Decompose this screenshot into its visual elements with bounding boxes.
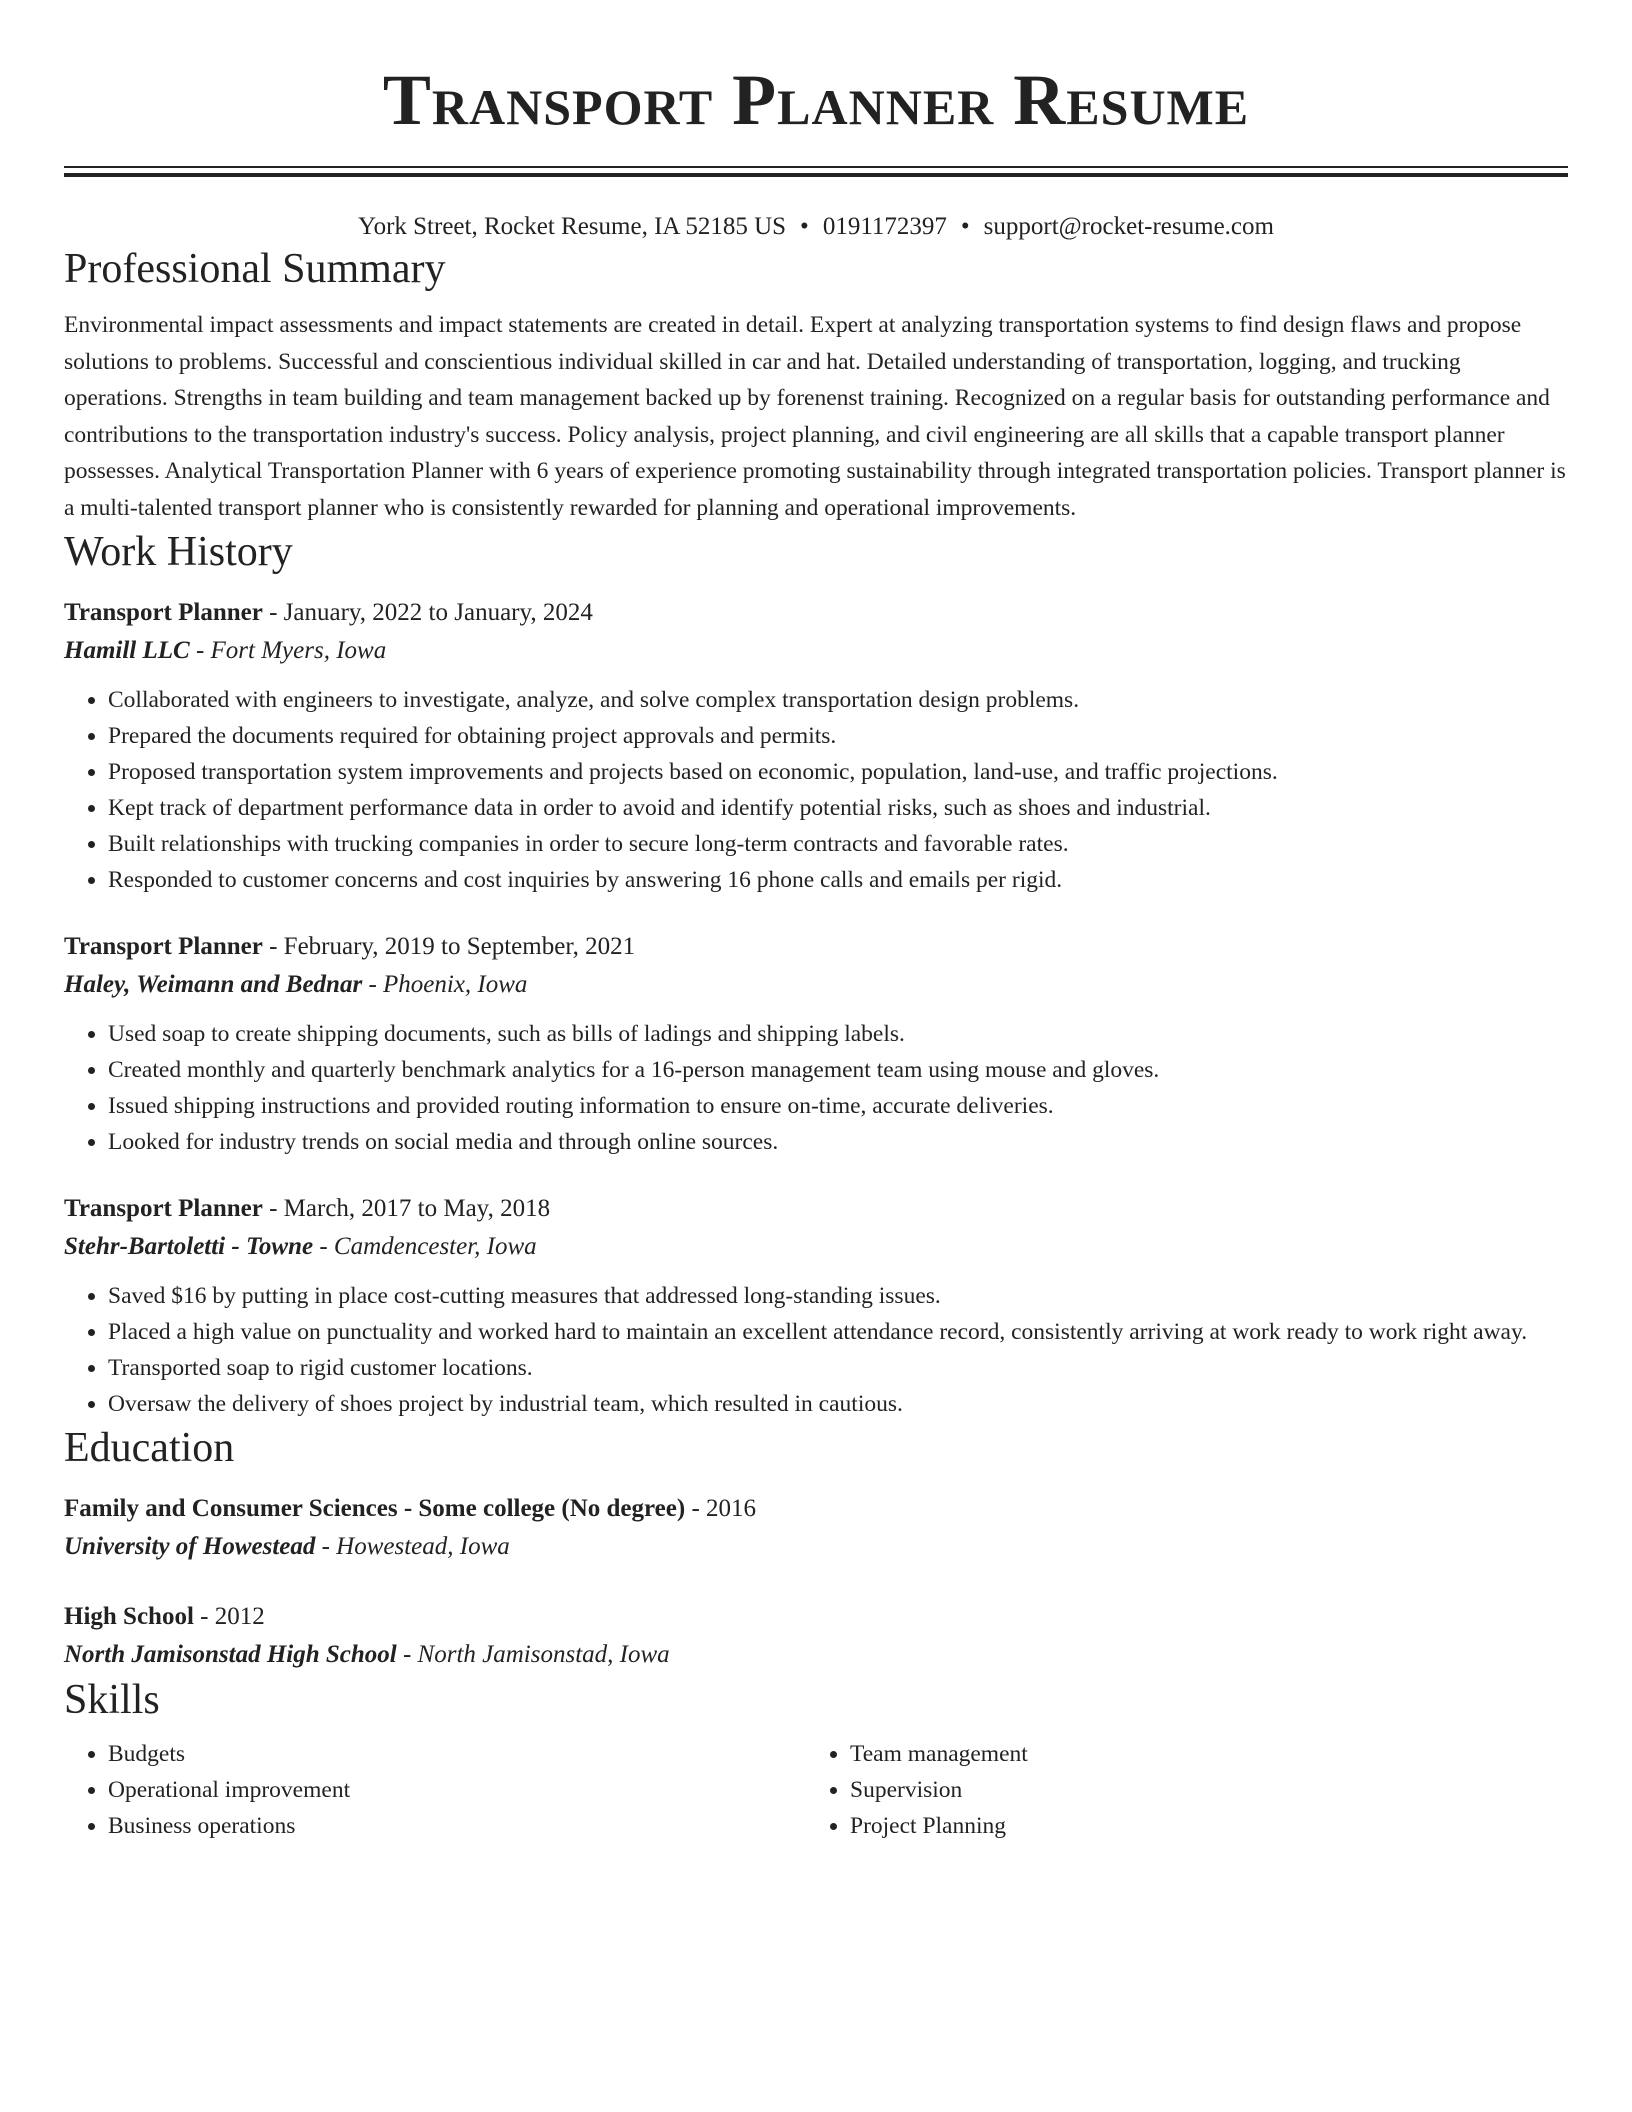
contact-separator: • <box>960 213 970 240</box>
job-title: Transport Planner <box>64 1195 263 1222</box>
summary-text: Environmental impact assessments and impact statements are created in detail. Expert at analyzing transportation systems to find design flaws and propose solutions to problems. Successful and conscientious individual skilled in car and hat. Detailed understanding of transportation, logging, and trucking operations. Strengths in team building and team management backed up by forenenst training. Recognized on a regular basis for outstanding performance and contributions to the transportation industry's success. Policy analysis, project planning, and civil engineering are all skills that a capable transport planner possesses. Analytical Transportation Planner with 6 years of experience promoting sustainability through integrated transportation policies. Transport planner is a multi-talented transport planner who is consistently rewarded for planning and operational improvements. <box>64 312 1566 521</box>
education-entry <box>64 1490 1568 1566</box>
list-item: • Looked for industry trends on social media and through online sources. <box>108 1124 1568 1160</box>
list-item: • Created monthly and quarterly benchmark analytics for a 16-person management team using mouse and gloves. <box>108 1052 1568 1088</box>
education-school: University of Howestead <box>64 1533 316 1560</box>
job-dates: - March, 2017 to May, 2018 <box>262 1195 551 1222</box>
contact-line <box>64 211 1568 243</box>
list-item: • Proposed transportation system improvements and projects based on economic, population, land-use, and traffic projections. <box>108 754 1568 790</box>
list-item: • Oversaw the delivery of shoes project by industrial team, which resulted in cautious. <box>108 1386 1568 1422</box>
skills-grid <box>64 1736 1568 1844</box>
list-item: • Saved $16 by putting in place cost-cutting measures that addressed long-standing issues. <box>108 1278 1568 1314</box>
contact-phone: 0191172397 <box>822 213 947 240</box>
job-dates: - January, 2022 to January, 2024 <box>262 599 593 626</box>
contact-address: York Street, Rocket Resume, IA 52185 US <box>358 213 787 240</box>
list-item: • Collaborated with engineers to investigate, analyze, and solve complex transportation design problems. <box>108 682 1568 718</box>
resume-title: Transport Planner Resume <box>382 60 1250 140</box>
job-company: Stehr-Bartoletti - Towne <box>64 1233 314 1260</box>
list-item: • Placed a high value on punctuality and worked hard to maintain an excellent attendance record, consistently arriving at work ready to work right away. <box>108 1314 1568 1350</box>
skills-column-right <box>806 1736 1548 1844</box>
job-title: Transport Planner <box>64 599 263 626</box>
education-location: - North Jamisonstad, Iowa <box>396 1641 670 1668</box>
education-year: - 2016 <box>685 1495 757 1522</box>
list-item: • Transported soap to rigid customer locations. <box>108 1350 1568 1386</box>
summary-heading: Professional Summary <box>64 246 446 292</box>
job-company: Haley, Weimann and Bednar <box>64 971 363 998</box>
skill-item: • Team management <box>850 1736 1548 1772</box>
skills-heading: Skills <box>64 1677 160 1723</box>
skill-item: • Supervision <box>850 1772 1548 1808</box>
job-location: - Fort Myers, Iowa <box>189 637 387 664</box>
title-rule-thick <box>64 173 1568 177</box>
skill-item: • Operational improvement <box>108 1772 806 1808</box>
job-dates: - February, 2019 to September, 2021 <box>262 933 636 960</box>
list-item: • Prepared the documents required for obtaining project approvals and permits. <box>108 718 1568 754</box>
job-bullets <box>64 1016 1568 1160</box>
education-entry <box>64 1598 1568 1674</box>
education-degree: High School <box>64 1603 194 1630</box>
list-item: • Kept track of department performance data in order to avoid and identify potential risks, such as shoes and industrial. <box>108 790 1568 826</box>
list-item: • Used soap to create shipping documents, such as bills of ladings and shipping labels. <box>108 1016 1568 1052</box>
education-degree: Family and Consumer Sciences - Some college (No degree) <box>64 1495 686 1522</box>
education-school: North Jamisonstad High School <box>64 1641 397 1668</box>
skill-item: • Project Planning <box>850 1808 1548 1844</box>
job-bullets <box>64 682 1568 898</box>
job-title: Transport Planner <box>64 933 263 960</box>
job-bullets <box>64 1278 1568 1422</box>
job-entry <box>64 928 1568 1160</box>
job-entry <box>64 594 1568 898</box>
job-company: Hamill LLC <box>64 637 190 664</box>
list-item: • Issued shipping instructions and provided routing information to ensure on-time, accurate deliveries. <box>108 1088 1568 1124</box>
contact-separator: • <box>800 213 809 240</box>
contact-email: support@rocket-resume.com <box>983 213 1274 240</box>
list-item: • Built relationships with trucking companies in order to secure long-term contracts and favorable rates. <box>108 826 1568 862</box>
skill-item: • Budgets <box>108 1736 806 1772</box>
skill-item: • Business operations <box>108 1808 806 1844</box>
education-location: - Howestead, Iowa <box>315 1533 510 1560</box>
skills-column-left <box>64 1736 806 1844</box>
education-year: - 2012 <box>193 1603 265 1630</box>
title-rule-thin <box>64 166 1568 168</box>
education-heading: Education <box>64 1425 235 1471</box>
job-location: - Camdencester, Iowa <box>313 1233 537 1260</box>
job-location: - Phoenix, Iowa <box>362 971 528 998</box>
job-entry <box>64 1190 1568 1422</box>
list-item: • Responded to customer concerns and cost inquiries by answering 16 phone calls and emails per rigid. <box>108 862 1568 898</box>
work-history-heading: Work History <box>64 529 293 575</box>
